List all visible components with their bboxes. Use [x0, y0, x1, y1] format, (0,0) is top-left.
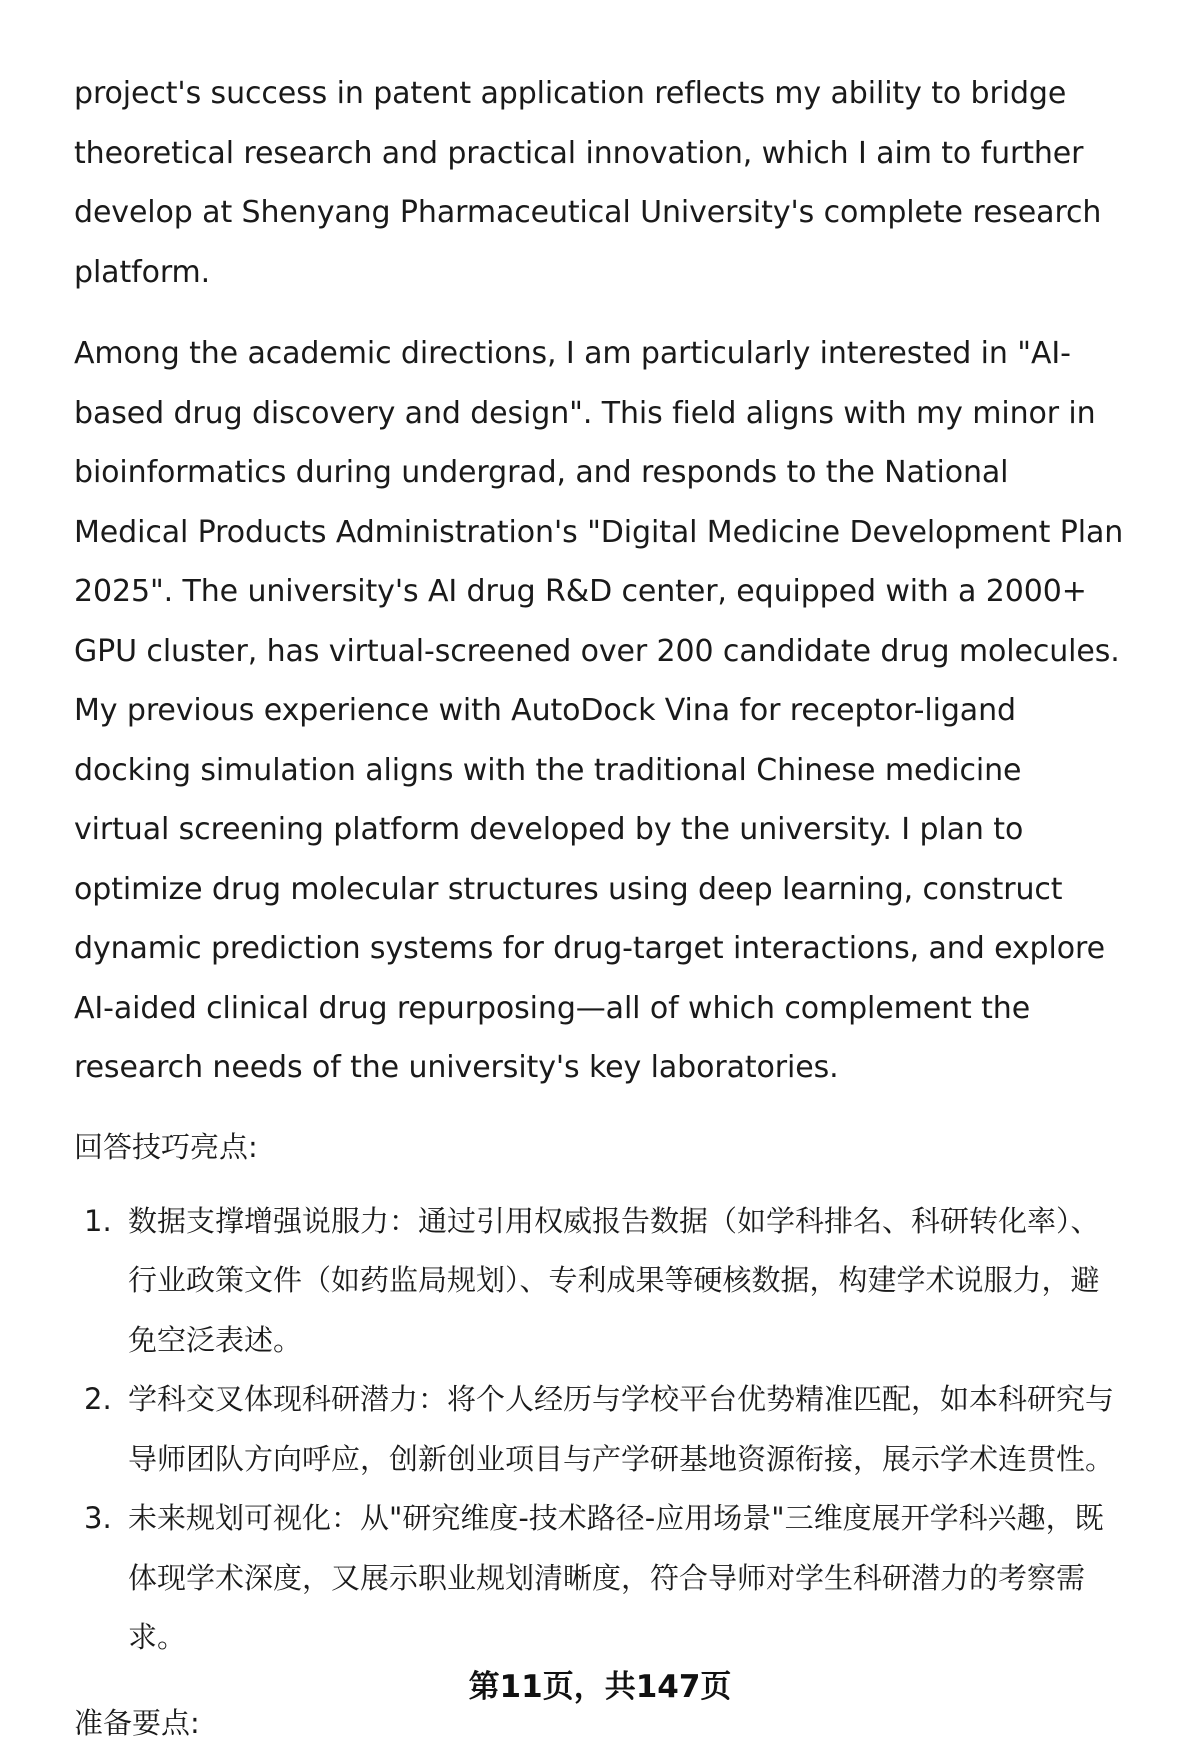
list-item-text: 数据支撑增强说服力：通过引用权威报告数据（如学科排名、科研转化率）、行业政策文件（如药监局规划）、专利成果等硬核数据，构建学术说服力，避免空泛表述。 [128, 1203, 1100, 1357]
tips-heading: 回答技巧亮点: [74, 1129, 258, 1164]
page-number-footer: 第11页，共147页 [468, 1669, 732, 1705]
paragraph-ai-drug-discovery: Among the academic directions, I am particularly interested in "AI-based drug discovery and design". This field aligns with my minor in bioinformatics during undergrad, and responds to the National Medical Products Administration's "Digital Medicine Development Plan 2025". The university's AI drug R&D center, equipped with a 2000+ GPU cluster, has virtual-screened over 200 candidate drug molecules. My previous experience with AutoDock Vina for receptor-ligand docking simulation aligns with the traditional Chinese medicine virtual screening platform developed by the university. I plan to optimize drug molecular structures using deep learning, construct dynamic prediction systems for drug-target interactions, and explore AI-aided clinical drug repurposing—all of which complement the research needs of the university's key laboratories. [74, 336, 1124, 1085]
list-item-text: 学科交叉体现科研潜力：将个人经历与学校平台优势精准匹配，如本科研究与导师团队方向呼应，创新创业项目与产学研基地资源衔接，展示学术连贯性。 [128, 1382, 1115, 1476]
list-item-number: 3. [84, 1501, 112, 1535]
tips-list [74, 1192, 1126, 1668]
paragraph-patent-success: project's success in patent application reflects my ability to bridge theoretical research and practical innovation, which I aim to further develop at Shenyang Pharmaceutical University's complete research platform. [74, 76, 1102, 290]
list-item-number: 2. [84, 1382, 112, 1416]
prep-heading: 准备要点: [74, 1705, 200, 1740]
list-item-number: 1. [84, 1203, 112, 1238]
list-item [74, 1370, 1126, 1489]
list-item-text: 未来规划可视化：从"研究维度-技术路径-应用场景"三维度展开学科兴趣，既体现学术深度，又展示职业规划清晰度，符合导师对学生科研潜力的考察需求。 [128, 1501, 1104, 1654]
list-item [74, 1489, 1126, 1668]
list-item [74, 1192, 1126, 1371]
